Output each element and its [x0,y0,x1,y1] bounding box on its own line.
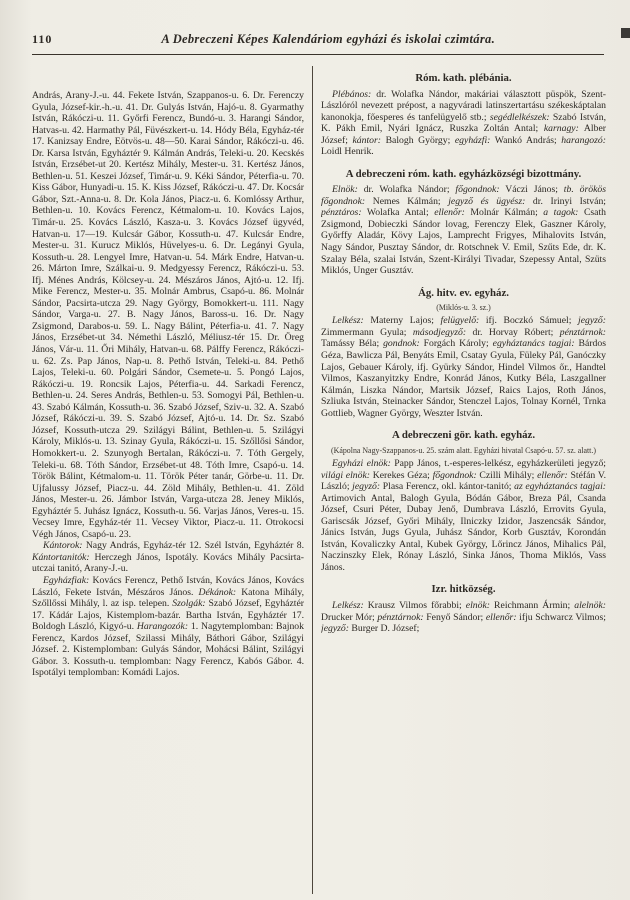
role-label: az egyháztanács tagjai: [514,481,606,493]
paragraph [321,315,606,419]
paragraph [321,458,606,573]
role-label: ellenőr: [537,469,568,481]
body-text: ifj. Boczkó Sámuel; [479,315,579,327]
role-label: alelnök: [574,599,606,611]
role-label: jegyző: [578,315,606,327]
running-title: A Debreczeni Képes Kalendáriom egyházi és iskolai czimtára. [161,32,495,46]
body-text: Plasa Ferencz, okl. kántor-tanitó; [380,481,515,493]
body-text: dr. Horvay Róbert; [466,326,560,338]
role-label: ellenőr: [485,611,517,623]
body-text: ifju Schwarcz Vilmos; [516,611,606,623]
body-text: Forgách Károly; [419,338,493,350]
body-text: Molnár Kálmán; [464,207,544,219]
role-label: jegyző és ügyész: [448,195,526,207]
two-column-body [32,60,606,894]
right-column [321,60,606,894]
body-text: Herczegh János, Ispotály. Kovács Mihály Pacsirta-utczai tanitó, Arany-J.-u. [32,551,304,575]
body-text: Váczi János; [499,184,564,196]
body-text: Papp János, t.-esperes-lelkész, egyházkerületi jegyző; [390,457,606,469]
body-text: Wolafka Antal; [361,207,435,219]
body-text: András, Arany-J.-u. 44. Fekete István, Szappanos-u. 6. Dr. Ferenczy Gyula, József-kir.-h.-u. 41. Dr. Gulyás István, Hajó-u. 8. Gyarmathy István, Rákóczi-u. 11. Győrfi Ferencz, Bundó-u. 3. Harangi Sándor, Hatvas-u. 42. Harmathy Pál, Füvészkert-u. 14. Hódy Béla, Egyház-tér 17. Kanizsay Endre, Eötvös-u. 48—50. Karai Sándor, Rákóczi-u. 46. Dr. Karsa István, Egyháztér 9. Kálmán András, Teleki-u. 20. Kecskés István, Erzsébet-ut 20. Kertész Mihály, Mester-u. 31. Kertész János, Bethlen-u. 51. Keszei József, Timár-u. 9. Kéki Sándor, Péterfia-u. 70. Kiss Gábor, Hunyadi-u. 15. K. Kiss József, Rákóczi-u. 47. Dr. Kocsár Gábor, Szt.-Anna-u. 8. Dr. Kola János, Piacz-u. 6. Komlóssy Arthur, Bethlen-u. 10. Kovács Ferencz, Kétmalom-u. 10. Kovács Lajos, Timár-u. 25. Kovács László, Kasza-u. 3. Kovács József ügyvéd, Hatvan-u. 17—19. Kulcsár Gábor, Kossuth-u. 47. Kulcsár Endre, Mester-u. 31. Kurucz Miklós, Hüvelyes-u. 6. Dr. Legányi Gyula, Kossuth-u. 28. Lengyel Imre, Hatvan-u. 54. Márk Endre, Hatvan-u. 26. Márton Imre, Szálkai-u. 9. Medgyessy Ferencz, Rákóczi-u. 53. Ifj. Ménes András, Kölcsey-u. 24. Mészáros János, Ajtó-u. 12. Ifj. Mike Ferencz, Mester-u. 35. Molnár Ambrus, Csapó-u. 86. Molnár Sándor, Pacsirta-utcza 29. Nagy György, Bomokkert-u. 111. Nagy Sándor, Varga-u. 27. B. Nagy János, Baross-u. 16. Dr. Nagy Zsigmond, Darabos-u. 59. L. Nagy Bálint, Péterfia-u. 41. 7. Nagy János, Erzsébet-ut 34. Némethi László, Méliusz-tér 15. Dr. Öreg János, Vár-u. 11. Őri Mihály, Hatvan-u. 68. Pálffy Ferencz, Rákóczi-u. 62. Zs. Pap János, Nap-u. 8. Pethő István, Teleki-u. 84. Pethő Lajos, Teleki-u. 60. Polgári Sándor, Csemete-u. 5. Pongó Lajos, Rákóczi-u. 19. Roncsik Lajos, Péterfia-u. 44. Sarkadi Ferencz, Bethlen-u. 24. Seres András, Bethlen-u. 53. Somogyi Pál, Bethlen-u. 43. Szabó Kálmán, Kossuth-u. 36. Szabó József, Sziv-u. 32. A. Szabó József, Rákóczi-u. 39. S. Szabó József, Ajtó-u. 14. Dr. Sz. Szabó József, Kossuth-utcza 29. Szilágyi Bálint, Bethlen-u. 5. Szilágyi Károly, Miklós-u. 13. Szinay Gyula, Rákóczi-u. 15. Szőllősi Sándor, Homokkert-u. 2. Szunyogh Bertalan, Rákóczi-u. 7. Tóth Gergely, Teleki-u. 68. Tóth Sándor, Erzsébet-ut 48. Tóth Imre, Csapó-u. 14. Török Bálint, Kétmalom-u. 11. Török Péter tanár, Görbe-u. 11. Dr. Ujfalussy József, Piacz-u. 44. Zöld Mihály, Bethlen-u. 41. Zöld János, Mester-u. 26. Jámbor István, Varga-utcza 28. Jeney Miklós, Egyháztér 5. Juhász Ignácz, Kossuth-u. 56. Varjas János, Veres-u. 15. Vecsey Imre, Egyház-tér 11. Vecsey Viktor, Piacz-u. 11. Otrokocsi Végh János, Csapó-u. 23. [32,90,304,540]
role-label: felügyelő: [440,315,480,327]
role-label: a tagok: [543,207,579,219]
role-label: másodjegyző: [412,326,467,338]
directory-section [321,583,606,634]
role-label: pénztáros: [321,207,362,219]
role-label: Egyházi elnök: [332,457,391,469]
body-text: Nagy András, Egyház-tér 12. Szél István, Egyháztér 8. [82,540,304,552]
paragraph [32,575,304,679]
body-text: Csath Zsigmond, Dobieczki Sándor lovag, Ferenczy Elek, Gaszner Károly, Győrffy Aladár, Kövy Lajos, Lamprecht Frigyes, Mihalovits István, Nagy Sándor, Pusztay Sándor, dr. Rotschnek V. Emil, Szűts Ede, dr. K. Szalay Béla, szalai István, Szent-Királyi Tivadar, Szepessy Antal, Szüts Miklós, Unger Gusztáv. [321,207,606,277]
paragraph [321,184,606,276]
section-heading: Izr. hitközség. [431,583,496,596]
body-text: Zimmermann Gyula; [321,326,413,338]
column-divider [312,66,313,894]
body-text: Czilli Mihály; [476,469,538,481]
body-text: Drucker Mór; [321,611,378,623]
body-text: Tamássy Béla; [321,338,384,350]
header-rule [32,54,604,55]
body-text: Wankó András; [490,134,562,146]
body-text: Kovács Ferencz, Pethő István, Kovács János, Kovács László, Fekete István, Mészáros János. [32,574,304,598]
page-number: 110 [32,32,53,46]
role-label: Lelkész: [332,315,364,327]
role-label: Egyházfiak: [43,574,90,586]
body-text: Krausz Vilmos főrabbi; [363,599,466,611]
role-label: Szolgák: [172,598,206,610]
body-text: Katona Mihály, Szőllőssi Mihály, l. az isp. telepen. [32,586,304,610]
section-heading: Róm. kath. plébánia. [415,72,512,84]
body-text: dr. Wolafka Nándor; [357,184,456,196]
role-label: karnagy: [543,123,579,135]
body-text: Nemes Kálmán; [365,195,449,207]
role-label: világi elnök: [321,469,371,481]
body-text: dr. Irinyi István; [525,195,606,207]
role-label: gondnok: [383,338,420,350]
role-label: Harangozók: [136,621,189,633]
body-text: Szabó István, K. Pákh Emil, Nyári Ignácz, Ruszka Zoltán Antal; [321,111,606,135]
body-text: Artimovich Antal, Balogh Gyula, Bódán Gábor, Breza Pál, Csanda József, Csuri Péter, Dubay Jenő, Dumbrava László, Errovits Gyula, Gariscsák József, Győri Mihály, Ilniczky Izidor, Jaszencsák Sándor, Jánics István, Jugs Gyula, Juhász Sándor, Korb Gusztáv, Korondán István, Kovaliczky Antal, Kubek György, Lőrincz János, Mihalics Pál, Naczinszky Elek, Rónay László, Sinka János, Thoma Miklós, Vass János. [321,492,606,573]
body-text: 1. Nagytemplomban: Bajnok Ferencz, Kardos József, Szilassi Mihály, Báthori Gábor, Szilágyi József. 2. Kistemplomban: Gulyás Sándor, Mohácsi Bálint, Szilágyi Gábor. 3. Kossuth-u. templomban: Nagy Ferencz, Kabós Gábor. 4. Ispotályi templomban: Komádi Lajos. [32,621,304,679]
section-heading: A debreczeni róm. kath. egyházközségi bizottmány. [345,167,582,180]
directory-section [321,72,606,158]
role-label: főgondnok: [455,184,500,196]
body-text: Stéfán V. László; [321,469,606,493]
body-text: Loidl Henrik. [321,146,374,158]
section-subheading: (Kápolna Nagy-Szappanos-u. 25. szám alatt. Egyházi hivatal Csapó-u. 57. sz. alatt.) [331,445,596,455]
body-text: Szabó József, Egyháztér 17. Kádár Lajos, Kistemplom-bazár. Bartha István, Egyháztér 17. Boldogh László, Kigyó-u. [32,598,304,633]
paragraph [32,90,304,540]
role-label: pénztárnok: [377,611,424,623]
role-label: főgondnok: [432,469,477,481]
section-subheading: (Miklós-u. 3. sz.) [436,303,491,313]
paragraph [321,89,606,158]
role-label: Kántorok: [43,540,83,552]
body-text: Kerekes Géza; [370,469,433,481]
role-label: harangozó: [561,134,606,146]
body-text: Reichmann Ármin; [490,599,575,611]
role-label: Kántortanitók: [32,551,90,563]
role-label: Dékánok: [198,586,237,598]
directory-section [321,168,606,277]
role-label: tb. örökös főgondnok: [321,184,606,207]
role-label: ellenőr: [434,207,465,219]
paragraph [321,600,606,635]
role-label: kántor: [352,134,382,146]
role-label: pénztárnok: [559,326,606,338]
role-label: Lelkész: [332,599,364,611]
body-text: Materny Lajos; [363,315,441,327]
directory-section [321,429,606,573]
role-label: Elnök: [332,184,358,196]
scan-artifact-speck [621,28,630,38]
role-label: segédlelkészek: [489,111,550,123]
body-text: Bárdos Géza, Bawlicza Pál, Benyáts Emil, Csatay Gyula, Füleky Pál, Ganóczky Lajos, Gebauer Károly, ifj. Gyürky Sándor, Hindel Vilmos őr., Handtel Vilmos, Kaszanyitzky Endre, Konrád János, Kutky Béla, Laszgallner Kálmán, Liszka Nándor, Martsik József, Raics Lajos, Roth János, Szliuka István, Steinacker Sándor, Stenczel Lajos, Tolnay Kornél, Trnka Gottlieb, Wagner György, Weszter István. [321,338,606,419]
body-text: Alber József; [321,123,606,146]
role-label: egyházfi: [454,134,491,146]
body-text: Balogh György; [381,134,455,146]
page-header [32,32,604,47]
directory-section [321,287,606,420]
section-heading: Ág. hitv. ev. egyház. [418,286,509,299]
role-label: elnök: [465,599,491,611]
role-label: jegyző: [352,481,381,493]
body-text: Burger D. József; [348,623,420,635]
role-label: jegyző: [321,623,349,635]
role-label: Plébános: [332,88,372,100]
paragraph [32,540,304,575]
role-label: egyháztanács tagjai: [492,338,575,350]
left-column [32,60,304,894]
section-heading: A debreczeni gör. kath. egyház. [391,429,536,442]
body-text: dr. Wolafka Nándor, makáriai választott püspök, Szent-Lászlóról nevezett prépost, a nagyváradi latinszertartásu székeskáptalan kanonokja, főesperes és tanfelügyelő stb.; [321,88,606,123]
body-text: Fenyő Sándor; [423,611,486,623]
